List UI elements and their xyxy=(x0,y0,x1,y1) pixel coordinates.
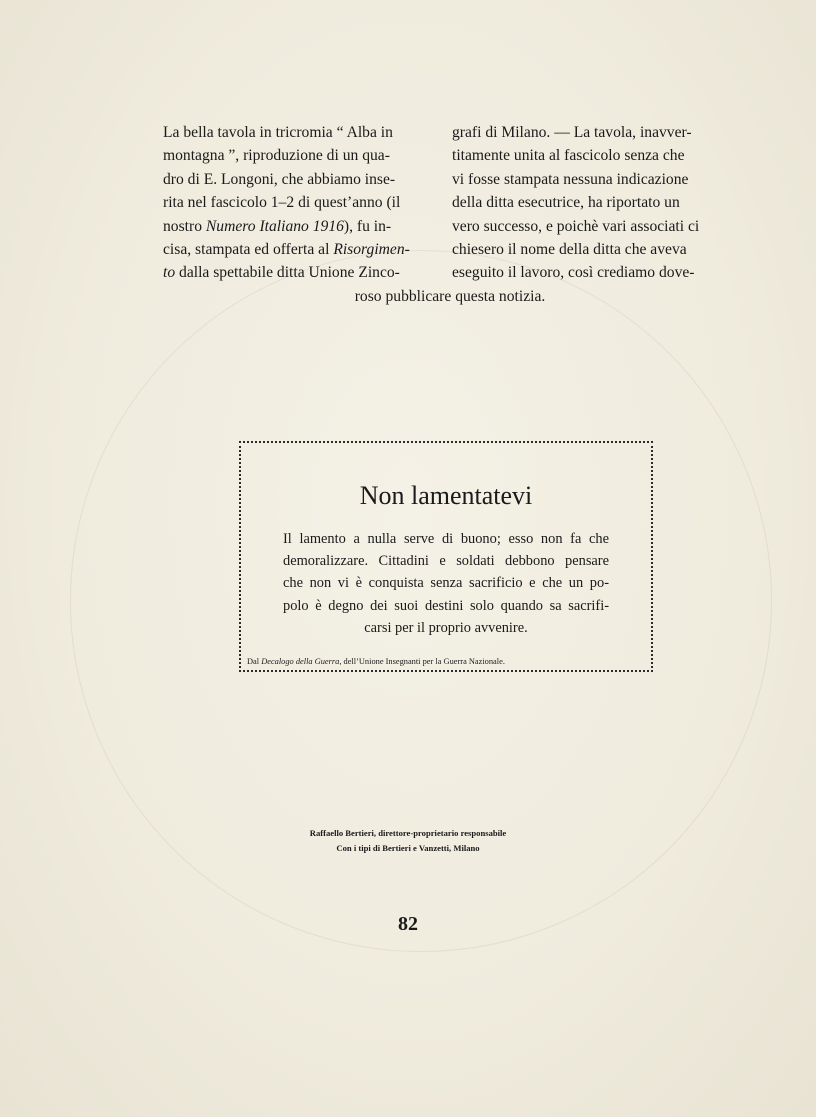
note-body-line: Il lamento a nulla serve di buono; esso non fa che xyxy=(283,531,609,547)
note-box xyxy=(239,441,653,672)
text-line: grafi di Milano. — La tavola, inavver- xyxy=(452,124,692,141)
text-line: dro di E. Longoni, che abbiamo inse- xyxy=(163,170,396,188)
text-line: chiesero il nome della ditta che aveva xyxy=(452,241,687,259)
text-line: eseguito il lavoro, così crediamo dove- xyxy=(452,264,695,282)
article-closing-line: roso pubblicare questa notizia. xyxy=(354,287,546,305)
note-source: Dal Decalogo della Guerra, dell’Unione Insegnanti per la Guerra Nazionale. xyxy=(247,657,505,666)
note-body-line: polo è degno dei suoi destini solo quando sa sacrifi- xyxy=(283,597,609,614)
source-title: Decalogo della Guerra xyxy=(261,657,340,666)
magazine-name: Risorgimen- xyxy=(333,241,410,259)
article-right-column xyxy=(452,121,727,285)
note-body-line: che non vi è conquista senza sacrificio e che un po- xyxy=(283,575,609,592)
colophon-publisher: Raffaello Bertieri, direttore-proprietario responsabile xyxy=(309,828,507,838)
note-body-line: demoralizzare. Cittadini e soldati debbono pensare xyxy=(283,553,609,570)
text-line: vi fosse stampata nessuna indicazione xyxy=(452,170,689,188)
magazine-issue-title: Numero Italiano 1916 xyxy=(205,217,344,235)
text-line: titamente unita al fascicolo senza che xyxy=(452,147,685,165)
text-line: nostro Numero Italiano 1916), fu in- xyxy=(163,217,392,235)
note-body-line: carsi per il proprio avvenire. xyxy=(364,619,528,636)
colophon-printer: Con i tipi di Bertieri e Vanzetti, Milano xyxy=(336,843,480,853)
text-line: to dalla spettabile ditta Unione Zinco- xyxy=(163,264,400,282)
text-line: montagna ”, riproduzione di un qua- xyxy=(163,147,390,165)
note-body xyxy=(283,528,609,639)
page-number: 82 xyxy=(398,913,418,935)
text-line: La bella tavola in tricromia “ Alba in xyxy=(163,124,393,141)
note-title: Non lamentatevi xyxy=(359,481,533,510)
text-line: rita nel fascicolo 1–2 di quest’anno (il xyxy=(163,194,401,212)
text-line: cisa, stampata ed offerta al Risorgimen- xyxy=(163,241,410,259)
article-left-column xyxy=(163,121,438,285)
text-line: vero successo, e poichè vari associati ci xyxy=(452,217,700,235)
text-line: della ditta esecutrice, ha riportato un xyxy=(452,194,680,212)
colophon xyxy=(0,826,816,856)
magazine-name-end: to xyxy=(163,264,176,282)
